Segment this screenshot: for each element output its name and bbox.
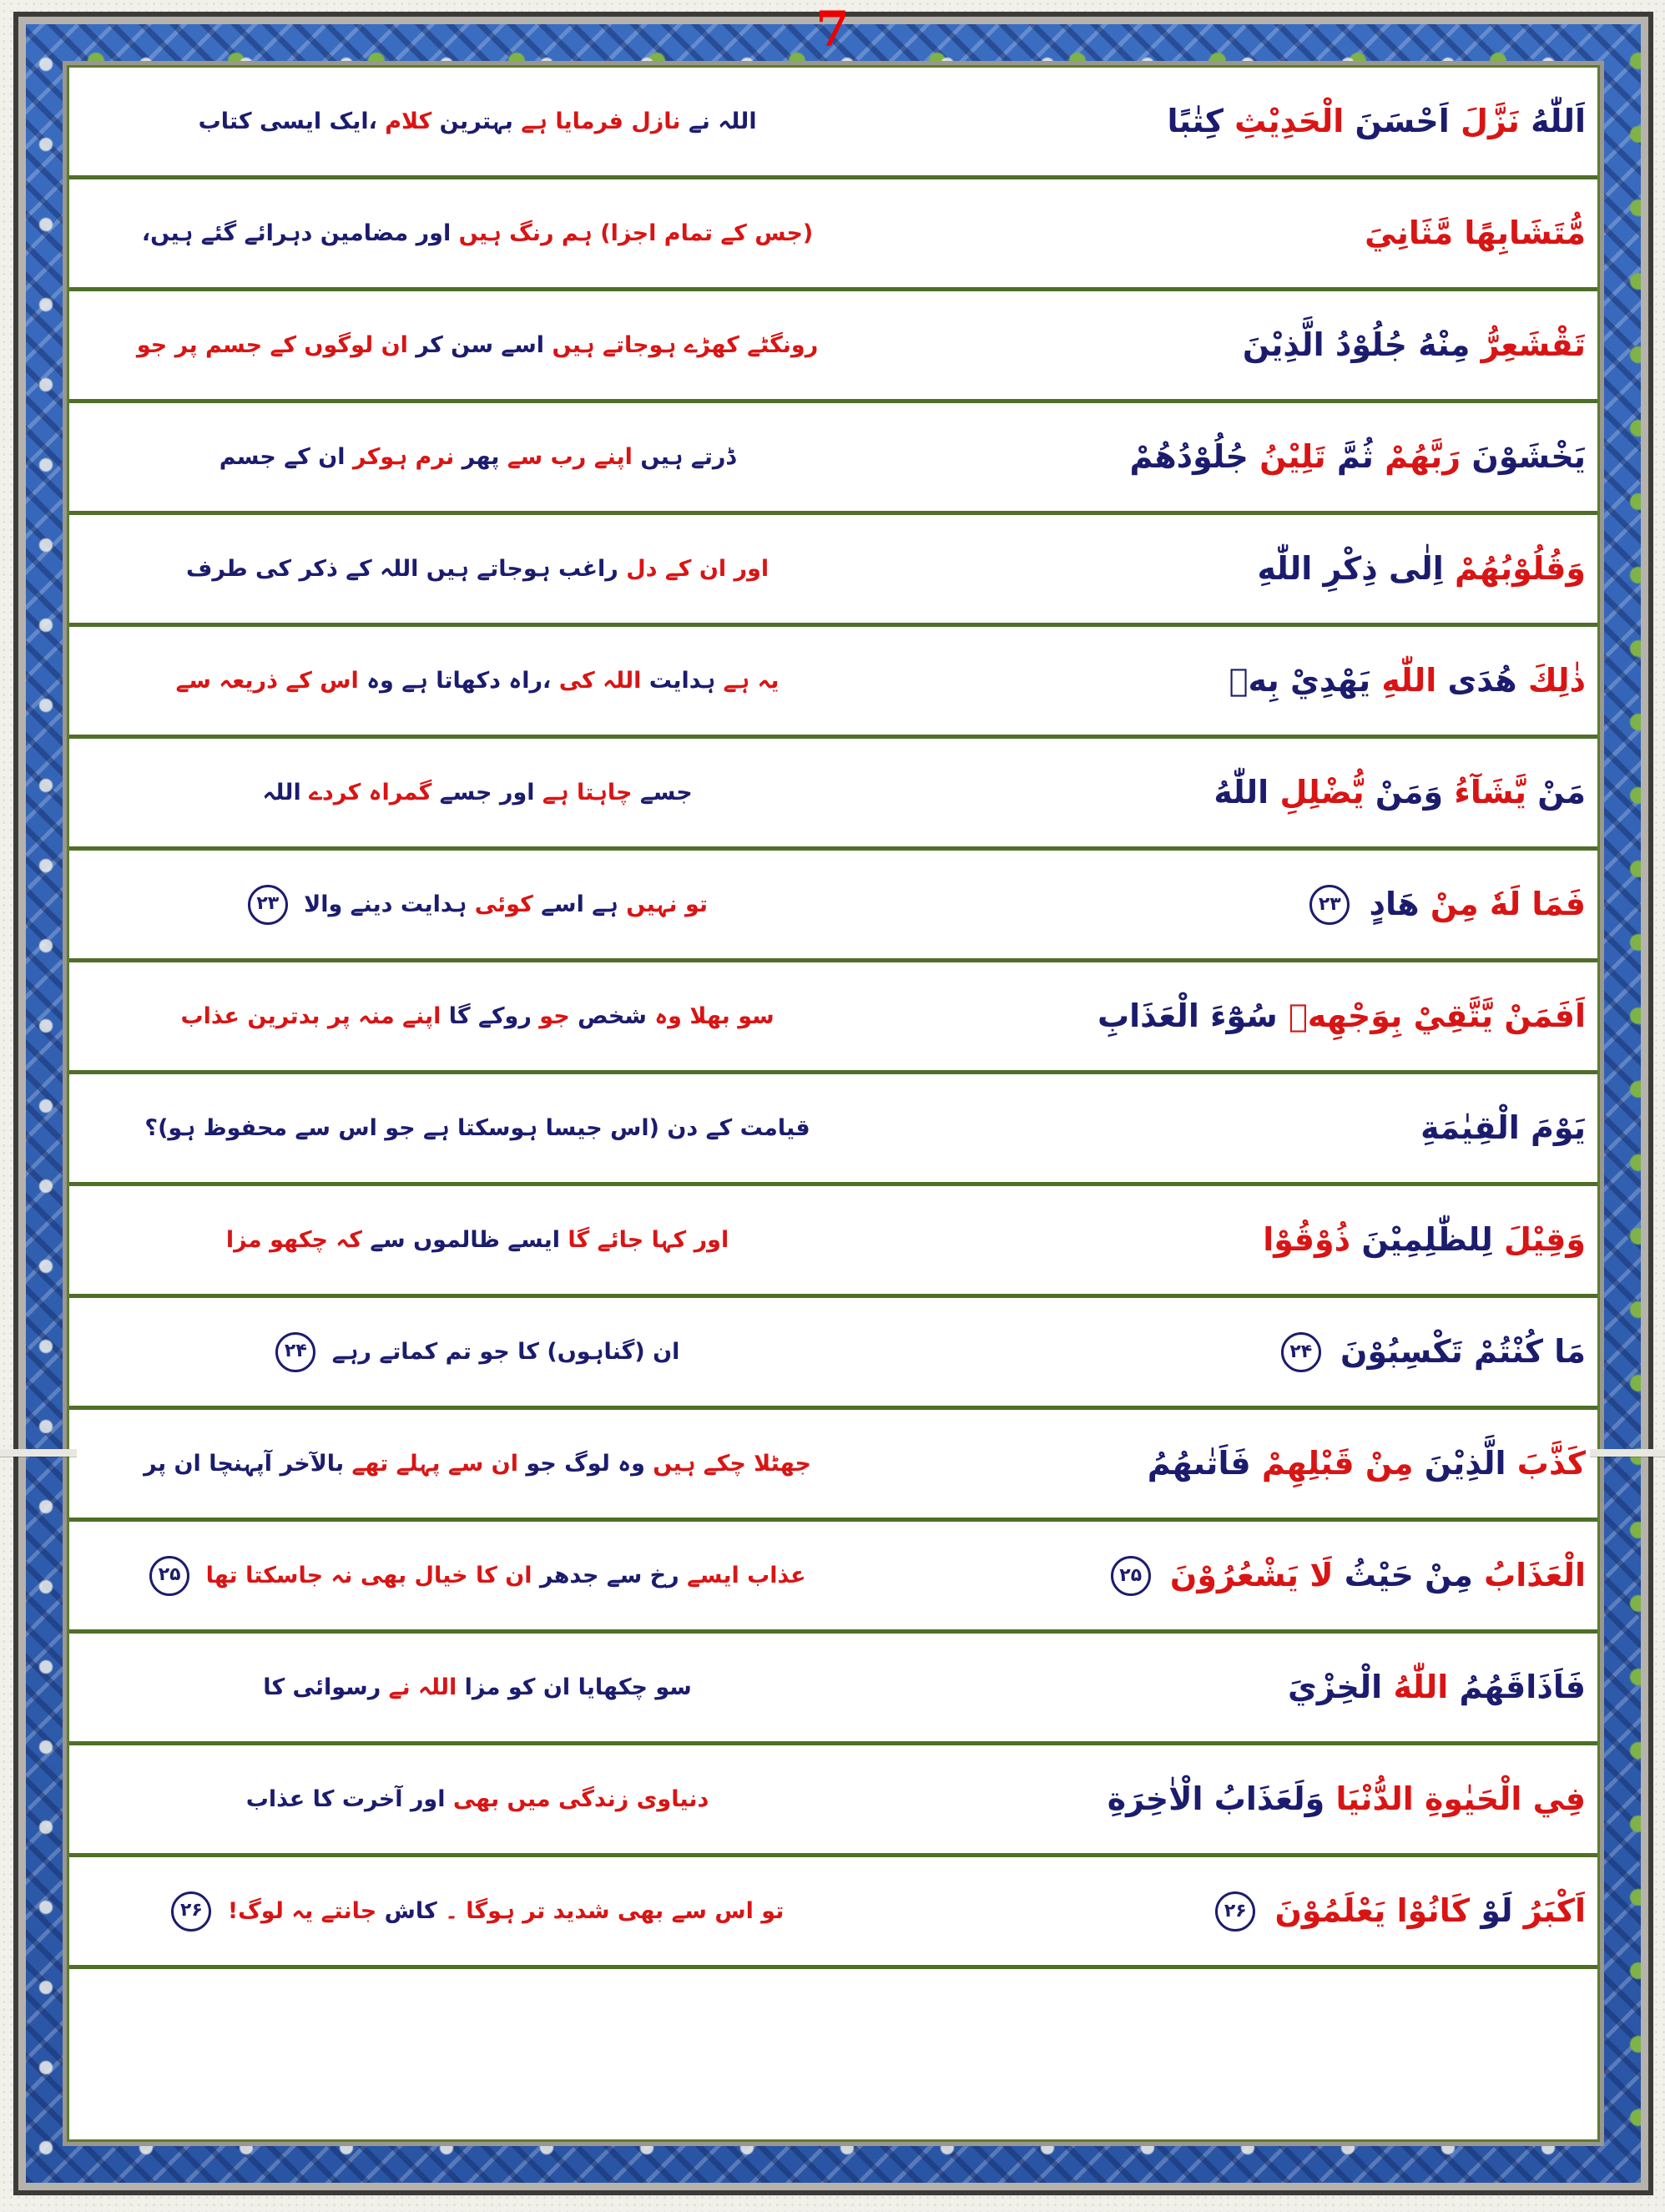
arabic-verse-text [878, 1444, 1597, 1484]
verse-row [69, 1745, 1597, 1857]
verse-row [69, 1857, 1597, 1969]
text-segment: ان کے جسم [211, 443, 346, 470]
text-segment: بہترین [431, 108, 513, 134]
text-segment: مُّتَشَابِهًا [1453, 214, 1586, 251]
text-segment: هَادٍ [1358, 885, 1420, 922]
urdu-translation-text [69, 885, 878, 925]
text-segment: جو [531, 1002, 570, 1029]
text-segment: اور آخرت کا عذاب [238, 1785, 446, 1812]
text-segment: يَخْشَوْنَ [1461, 437, 1586, 475]
verse-row [69, 68, 1597, 179]
text-segment: ذُوْقُوْا [1252, 1220, 1351, 1258]
verse-row [69, 1074, 1597, 1186]
text-segment: ہم رنگ ہیں [451, 220, 593, 246]
text-segment: الْعَذَابِ [1086, 997, 1199, 1034]
arabic-verse-text [878, 1332, 1597, 1372]
text-segment: اَللّٰهُ [1519, 102, 1586, 139]
text-segment: لَا يَشْعُرُوْنَ [1158, 1556, 1334, 1593]
urdu-translation-text [69, 1113, 878, 1144]
text-segment: لِلظّٰلِمِيْنَ [1350, 1220, 1493, 1258]
urdu-translation-text [69, 1448, 878, 1480]
text-segment: (جس کے تمام اجزا) [592, 220, 814, 246]
page-content [67, 65, 1600, 2142]
text-segment: اِلٰى ذِكْرِ اللّٰهِ [1246, 549, 1444, 587]
text-segment: کہ چکھو مزا [218, 1226, 362, 1253]
text-segment: اللہ [255, 779, 301, 806]
verse-row [69, 291, 1597, 403]
text-segment: نرم ہوکر [345, 443, 455, 470]
urdu-translation-text [69, 1332, 878, 1372]
text-segment: يُّضْلِلِ [1269, 773, 1365, 811]
arabic-verse-text [878, 1780, 1597, 1820]
text-segment: ہدایت دینے والا [295, 891, 467, 917]
text-segment: اللّٰهُ [1382, 1668, 1449, 1705]
text-segment: مَّثَانِيَ [1353, 214, 1454, 251]
urdu-translation-text [69, 553, 878, 585]
scan-seam-right [1590, 1449, 1665, 1457]
text-segment: بِوَجْهِهٖ [1277, 997, 1403, 1034]
verse-row [69, 515, 1597, 627]
verse-row [69, 1410, 1597, 1522]
verse-row [69, 403, 1597, 515]
page-number: 7 [815, 1, 850, 58]
text-segment: فِي الْحَيٰوةِ الدُّنْيَا [1324, 1780, 1586, 1817]
arabic-verse-text [878, 549, 1597, 589]
verse-row [69, 1186, 1597, 1298]
text-segment: رخ سے جدھر [532, 1562, 679, 1588]
text-segment: مَنْ [1526, 773, 1586, 811]
text-segment: يَّشَآءُ [1443, 773, 1527, 811]
arabic-verse-text [878, 437, 1597, 477]
text-segment: بِهٖ [1218, 661, 1279, 699]
text-segment: كِتٰبًا [1156, 102, 1224, 139]
text-segment: الْحَدِيْثِ [1223, 102, 1345, 139]
verse-number-badge: ۲۵ [149, 1556, 189, 1596]
text-segment: ثُمَّ [1325, 437, 1374, 475]
text-segment: رونگٹے کھڑے ہوجاتے ہیں [544, 331, 819, 358]
text-segment: اپنے منہ پر [320, 1002, 441, 1029]
text-segment: تَقْشَعِرُّ [1470, 326, 1586, 363]
text-segment: الَّذِيْنَ [1231, 326, 1324, 363]
text-segment: کلام [376, 108, 432, 134]
text-segment: يَوْمَ الْقِيٰمَةِ [1409, 1109, 1586, 1146]
text-segment: رسوائی کا [255, 1674, 381, 1700]
text-segment: فَاَتٰىهُمُ [1136, 1444, 1251, 1482]
text-segment: فَاَذَاقَهُمُ [1448, 1668, 1586, 1705]
text-segment: اللّٰهُ [1203, 773, 1269, 811]
text-segment: اس کے ذریعہ سے [168, 667, 359, 694]
arabic-verse-text [878, 214, 1597, 254]
text-segment: كَذَّبَ [1506, 1444, 1586, 1482]
text-segment: وَلَعَذَابُ الْاٰخِرَةِ [1096, 1780, 1325, 1817]
text-segment: كَانُوْا يَعْلَمُوْنَ [1264, 1891, 1471, 1929]
text-segment: ،ایک ایسی کتاب [190, 108, 377, 134]
page-frame-inner-line [63, 61, 1604, 2146]
urdu-translation-text [69, 1891, 878, 1932]
text-segment: جھٹلا چکے ہیں [644, 1450, 811, 1477]
text-segment: فَمَا [1521, 885, 1586, 922]
text-segment: گمراہ کردے [300, 779, 432, 806]
urdu-translation-text [69, 1001, 878, 1033]
verse-row [69, 739, 1597, 851]
urdu-translation-text [69, 1225, 878, 1256]
scan-seam-left [0, 1449, 77, 1457]
text-segment: وَقُلُوْبُهُمْ [1443, 549, 1586, 587]
page-frame-gray-band [18, 17, 1648, 2190]
text-segment: تو نہیں [618, 891, 709, 917]
text-segment: الْخِزْيَ [1276, 1668, 1383, 1705]
text-segment: اور ان کے دل [618, 555, 769, 582]
text-segment: اور جسے [431, 779, 535, 806]
text-segment: مِنْ [1419, 885, 1479, 922]
text-segment: يَهْدِيْ [1279, 661, 1371, 699]
verse-number-badge: ۲۶ [1215, 1891, 1255, 1932]
verse-row [69, 1298, 1597, 1410]
verse-row [69, 1634, 1597, 1745]
arabic-verse-text [878, 773, 1597, 813]
arabic-verse-text [878, 1668, 1597, 1708]
text-segment: اللہ کے ذکر کی طرف [178, 555, 419, 582]
page-frame-outline [13, 12, 1653, 2195]
text-segment: ڈرتے ہیں [632, 443, 736, 470]
verse-row [69, 627, 1597, 739]
text-segment: لَوْ [1470, 1891, 1513, 1929]
urdu-translation-text [69, 1784, 878, 1816]
text-segment: ان سے پہلے تھے [344, 1450, 518, 1477]
text-segment: ان لوگوں کے جسم پر جو [129, 331, 408, 358]
text-segment: شخص [569, 1002, 647, 1029]
urdu-translation-text [69, 777, 878, 809]
text-segment: جانتے یہ لوگ! [219, 1897, 377, 1924]
verse-row [69, 1522, 1597, 1634]
arabic-verse-text [878, 997, 1597, 1037]
text-segment: یہ ہے [715, 667, 780, 694]
text-segment: وہ لوگ جو [517, 1450, 645, 1477]
text-segment: اللہ نے [381, 1674, 457, 1700]
text-segment: عذاب ایسے [679, 1562, 806, 1588]
text-segment: هُدَى [1436, 661, 1517, 699]
text-segment: ایسے ظالموں سے [361, 1226, 560, 1253]
text-segment: اور کہا جائے گا [559, 1226, 729, 1253]
verse-row [69, 962, 1597, 1074]
text-segment: جُلُوْدُهُمْ [1118, 437, 1249, 475]
page-frame-ornamental-border [26, 24, 1641, 2183]
text-segment: اسے سن کر [407, 331, 545, 358]
text-segment: وَقِيْلَ [1492, 1220, 1586, 1258]
urdu-translation-text [69, 442, 878, 473]
arabic-verse-text [878, 326, 1597, 366]
urdu-translation-text [69, 1672, 878, 1704]
verse-row [69, 179, 1597, 291]
verse-number-badge: ۲۳ [248, 885, 288, 925]
text-segment: قیامت کے دن (اس جیسا ہوسکتا ہے جو اس سے محفوظ ہو)؟ [137, 1114, 810, 1141]
text-segment: لَهٗ [1478, 885, 1521, 922]
text-segment: ان کا خیال بھی نہ جاسکتا تھا [198, 1562, 532, 1588]
text-segment: مِنْ حَيْثُ [1333, 1556, 1473, 1593]
text-segment: روکے گا [441, 1002, 532, 1029]
text-segment: سو بھلا وہ [646, 1002, 774, 1029]
text-segment: دنیاوی زندگی میں بھی [445, 1785, 709, 1812]
text-segment: يَّتَّقِيْ [1402, 997, 1494, 1034]
arabic-verse-text [878, 661, 1597, 701]
text-segment: اَفَمَنْ [1493, 997, 1586, 1034]
text-segment: جُلُوْدُ [1324, 326, 1408, 363]
text-segment: تو اس سے بھی شدید تر ہوگا ۔ [436, 1897, 785, 1924]
verse-number-badge: ۲۵ [1111, 1556, 1151, 1596]
text-segment: رَبَّهُمْ [1373, 437, 1461, 475]
text-segment: سُوْٓءَ [1198, 997, 1278, 1034]
text-segment: اللہ نے [680, 108, 757, 134]
text-segment: مِنْ قَبْلِهِمْ [1250, 1444, 1414, 1482]
text-segment: ان (گناہوں) کا جو تم کماتے رہے [324, 1338, 680, 1365]
text-segment: جسے [632, 779, 693, 806]
verse-table [69, 68, 1597, 1969]
text-segment: الَّذِيْنَ [1413, 1444, 1506, 1482]
text-segment: راغب ہوجاتے ہیں [418, 555, 618, 582]
verse-row [69, 851, 1597, 962]
text-segment: نازل فرمایا ہے [512, 108, 681, 134]
arabic-verse-text [878, 1220, 1597, 1260]
text-segment: اور مضامین دہرائے گئے ہیں، [134, 220, 452, 246]
text-segment: ،راہ دکھاتا ہے وہ [358, 667, 552, 694]
urdu-translation-text [69, 665, 878, 697]
text-segment: اپنے رب سے [499, 443, 633, 470]
text-segment: کوئی [467, 891, 533, 917]
verse-number-badge: ۲۴ [275, 1332, 315, 1372]
arabic-verse-text [878, 1891, 1597, 1932]
text-segment: پھر [454, 443, 500, 470]
urdu-translation-text [69, 106, 878, 138]
text-segment: بالآخر آپہنچا ان پر [135, 1450, 345, 1477]
text-segment: سو چکھایا ان کو مزا [457, 1674, 692, 1700]
arabic-verse-text [878, 1109, 1597, 1149]
text-segment: مِنْهُ [1407, 326, 1471, 363]
text-segment: وَمَنْ [1364, 773, 1444, 811]
urdu-translation-text [69, 1556, 878, 1596]
text-segment: کاش [376, 1897, 437, 1924]
text-segment: اَحْسَنَ [1344, 102, 1450, 139]
text-segment: اللّٰهِ [1370, 661, 1437, 699]
text-segment: ہے اسے [532, 891, 618, 917]
verse-number-badge: ۲۶ [171, 1891, 211, 1932]
text-segment: ذٰلِكَ [1516, 661, 1586, 699]
text-segment: تَلِيْنُ [1248, 437, 1326, 475]
text-segment: اَكْبَرُ [1512, 1891, 1586, 1929]
verse-number-badge: ۲۳ [1309, 885, 1350, 925]
text-segment: نَزَّلَ [1449, 102, 1520, 139]
text-segment: اللہ کی [551, 667, 642, 694]
text-segment: ہدایت [641, 667, 716, 694]
text-segment: بدترین عذاب [173, 1002, 320, 1029]
text-segment: مَا كُنْتُمْ تَكْسِبُوْنَ [1329, 1332, 1586, 1370]
urdu-translation-text [69, 218, 878, 250]
text-segment: الْعَذَابُ [1472, 1556, 1586, 1593]
text-segment: چاہتا ہے [534, 779, 633, 806]
arabic-verse-text [878, 885, 1597, 925]
arabic-verse-text [878, 1556, 1597, 1596]
urdu-translation-text [69, 330, 878, 361]
verse-number-badge: ۲۴ [1281, 1332, 1321, 1372]
arabic-verse-text [878, 102, 1597, 142]
